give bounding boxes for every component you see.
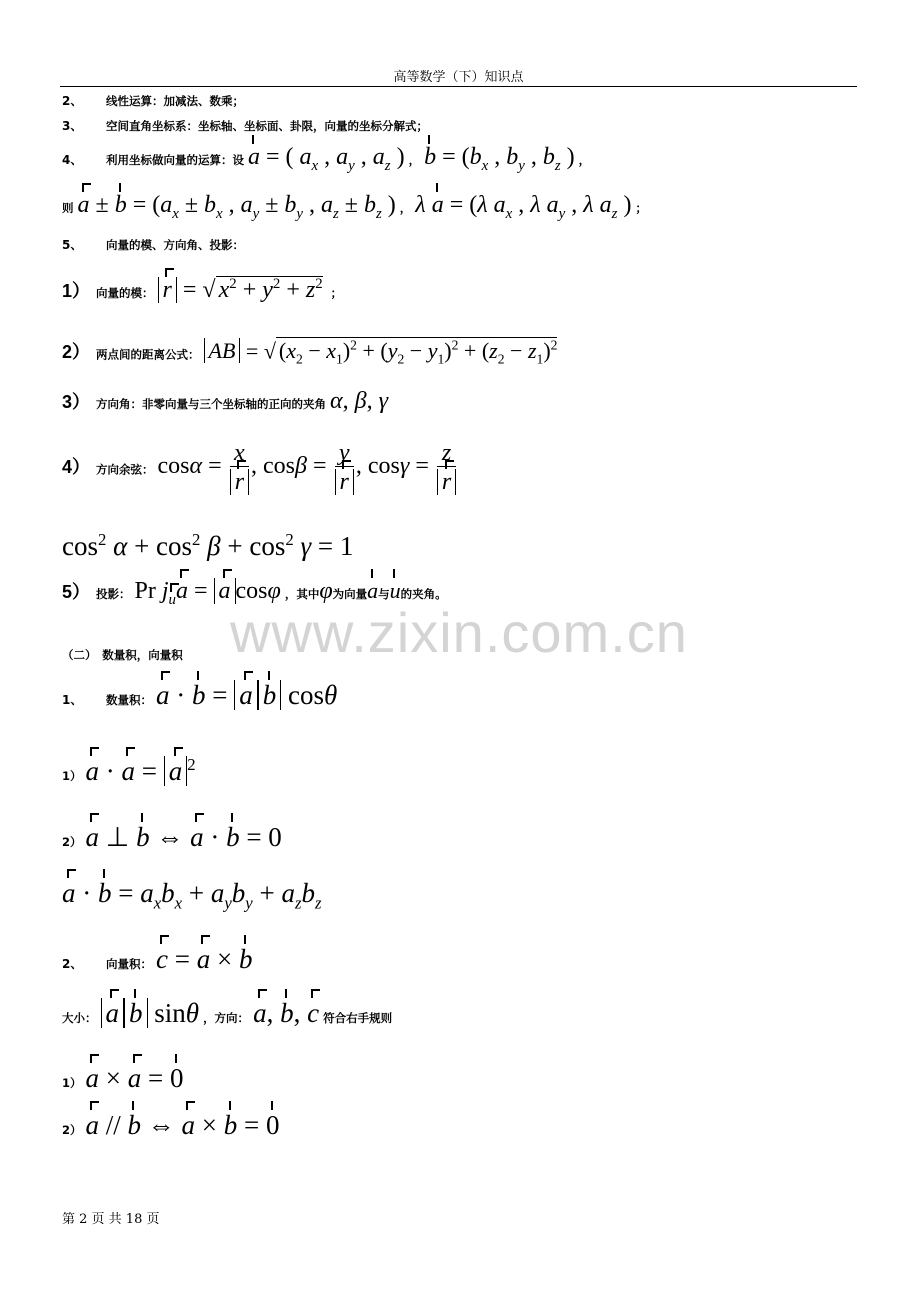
- item-2: 2、 线性运算：加减法、数乘；: [62, 94, 244, 108]
- item-5: 5、 向量的模、方向角、投影：: [62, 238, 244, 252]
- cross-size-direction: 大小： a b sinθ ，方向： a, b, c 符合右手规则: [62, 998, 393, 1028]
- dot-product-formula: a · b = a b cosθ: [156, 680, 338, 710]
- modulus-formula: r = √ $x^2 + y^2 + z^2$: [158, 276, 323, 303]
- cosine-identity: $\cos^2 \alpha + \cos^2 \beta + \cos^2 \gamma = 1$: [62, 530, 354, 561]
- scalar-mult-formula: λ a = (λ $a_x$ , λ $a_y$ , λ $a_z$ ): [415, 192, 632, 222]
- header-rule: [60, 86, 857, 87]
- cosine-formulas: cosα = $\frac{x}{r}$ , cosβ = $\frac{y}{r}$ , cosγ = $\frac{z}{r}$: [158, 453, 459, 479]
- sub-3-direction-angles: 3） 方向角：非零向量与三个坐标轴的正向的夹角 α, β, γ: [62, 388, 389, 414]
- item-4: 4、 利用坐标做向量的运算：设 a = ( $a_x$ , $a_y$ , $a_z$ ) ， $b = (b_x$ , $b_y$ , $b_z$ ) ，: [62, 144, 591, 174]
- sub-1-modulus: 1） 向量的模： r = √ $x^2 + y^2 + z^2$ ；: [62, 276, 343, 303]
- sub-4-direction-cosines: 4） 方向余弦： cosα = $\frac{x}{r}$ , cosβ = $\frac{y}{r}$ , cosγ = $\frac{z}{r}$: [62, 440, 458, 496]
- sub-5-projection: 5） 投影： Pr $j_ua = a$ cosφ ，其中φ为向量a与u的夹角。: [62, 578, 447, 608]
- page-footer: 第 2 页 共 18 页: [62, 1212, 160, 1227]
- distance-formula: AB = √ $(x_2 - x_1)^2 + (y_2 - y_1)^2 + (z_2 - z_1)^2$: [204, 337, 558, 363]
- cross-property-2: 2） a // b ⇔ a × b = 0: [62, 1110, 280, 1140]
- vector-sum-formula: $a \pm b = (a_x \pm b_x$ , $a_y \pm b_y$ , $a_z \pm b_z$ ): [77, 192, 396, 222]
- item-3: 3、 空间直角坐标系：坐标轴、坐标面、卦限，向量的坐标分解式；: [62, 119, 428, 133]
- dot-property-1: 1） a · a = a $^2$: [62, 755, 196, 786]
- section-2-title: （二） 数量积，向量积: [62, 648, 183, 662]
- dot-coordinates: $a \cdot b = a_xb_x + a_yb_y + a_zb_z$: [62, 878, 322, 913]
- cross-property-1: 1） a × a = 0: [62, 1063, 184, 1093]
- watermark: www.zixin.com.cn: [230, 601, 688, 664]
- vector-b-coords: $b = (b_x$ , $b_y$ , $b_z$ ): [424, 144, 575, 174]
- cross-product: 2、 向量积： c = a × b: [62, 944, 253, 974]
- dot-product: 1、 数量积： a · b = a b cosθ: [62, 680, 338, 710]
- page-header: 高等数学（下）知识点: [393, 70, 524, 85]
- item-4-result: 则 $a \pm b = (a_x \pm b_x$ , $a_y \pm b_y$ , $a_z \pm b_z$ ) ， λ a = (λ $a_x$ , λ $a_y$ , λ $a_z$ ) ；: [62, 192, 647, 222]
- sub-2-distance: 2） 两点间的距离公式： AB = √ $(x_2 - x_1)^2 + (y_2 - y_1)^2 + (z_2 - z_1)^2$: [62, 338, 558, 367]
- cross-product-formula: c = a × b: [156, 944, 253, 974]
- vector-a-coords: a = ( $a_x$ , $a_y$ , $a_z$ ): [248, 144, 405, 174]
- dot-property-2: 2） a ⊥ b ⇔ a · b = 0: [62, 822, 282, 852]
- projection-formula: Pr $j_ua = a$ cosφ: [134, 578, 281, 608]
